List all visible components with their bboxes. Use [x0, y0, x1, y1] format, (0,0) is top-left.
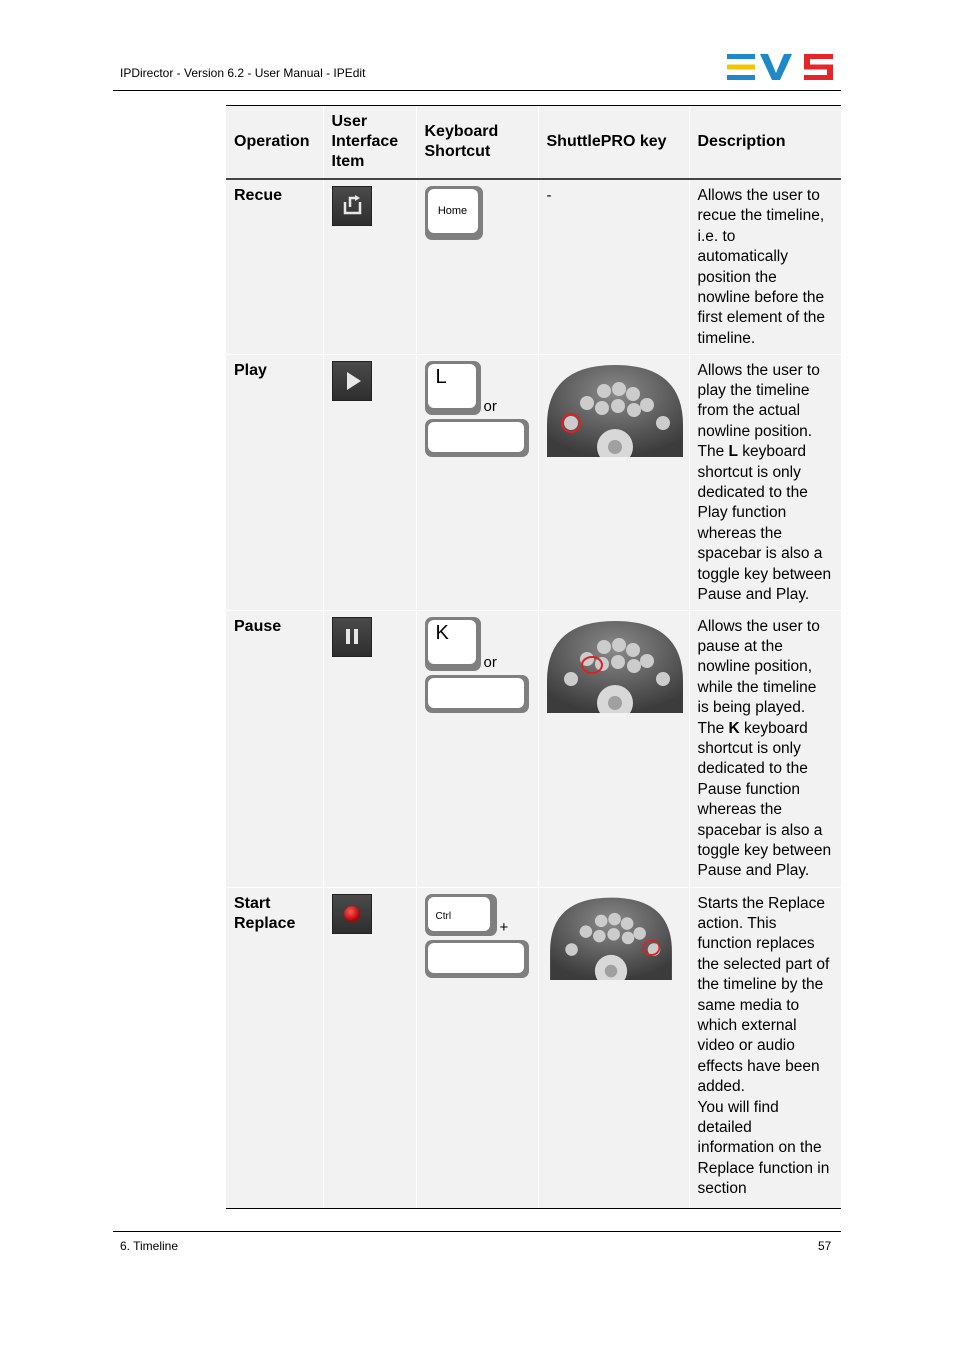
shuttlepro-cell: - [538, 179, 689, 354]
recue-icon[interactable] [332, 186, 372, 226]
operation-cell: Pause [226, 610, 323, 887]
operation-cell: Start Replace [226, 887, 323, 1208]
record-dot-icon[interactable] [332, 894, 372, 934]
table-row-start-replace [226, 887, 841, 1208]
table-row-recue [226, 179, 841, 354]
operation-cell: Recue [226, 179, 323, 354]
shuttlepro-cell [538, 354, 689, 610]
description-cell: Allows the user to play the timeline from the actual nowline position. The L keyboard shortcut is only dedicated to the Play function whereas the spacebar is also a toggle key between Pause and Play. [689, 354, 841, 610]
spacebar-key [425, 419, 529, 457]
keyboard-shortcut-cell [416, 610, 538, 887]
footer-page-number: 57 [818, 1239, 832, 1253]
shuttlepro-device-image [547, 894, 675, 980]
description-cell: Allows the user to pause at the nowline position, while the timeline is being played. The K keyboard shortcut is only dedicated to the Pause function whereas the spacebar is also a toggle key between Pause and Play. [689, 610, 841, 887]
footer-section: 6. Timeline [120, 1239, 179, 1253]
operation-cell: Play [226, 354, 323, 610]
header-rule [113, 90, 841, 91]
pause-icon[interactable] [332, 617, 372, 657]
footer-rule [113, 1231, 841, 1232]
page-header-title: IPDirector - Version 6.2 - User Manual - IPEdit [120, 66, 366, 80]
keyboard-shortcut-cell [416, 179, 538, 354]
ui-item-cell [323, 610, 416, 887]
k-key: K [425, 617, 481, 671]
shuttlepro-cell [538, 887, 689, 1208]
ui-item-cell [323, 354, 416, 610]
ctrl-key: Ctrl [425, 894, 497, 936]
table-row-play [226, 354, 841, 610]
table-row-pause [226, 610, 841, 887]
description-cell: Starts the Replace action. This function replaces the selected part of the timeline by the same media to which external video or audio effects have been added. You will find detailed information on the Replace function in section [689, 887, 841, 1208]
table-bottom-rule [226, 1208, 841, 1209]
evs-logo [726, 53, 834, 81]
header-operation: Operation [226, 106, 323, 179]
shortcuts-table [226, 105, 841, 1209]
shuttlepro-cell [538, 610, 689, 887]
spacebar-key [425, 940, 529, 978]
header-description: Description [689, 106, 841, 179]
ui-item-cell [323, 887, 416, 1208]
description-cell: Allows the user to recue the timeline, i.e. to automatically position the nowline before the first element of the timeline. [689, 179, 841, 354]
l-key: L [425, 361, 481, 415]
header-ui-item: User Interface Item [323, 106, 416, 179]
spacebar-key [425, 675, 529, 713]
table-header-row [226, 106, 841, 179]
key-joiner: or [483, 397, 497, 415]
header-shuttlepro-key: ShuttlePRO key [538, 106, 689, 179]
home-key: Home [425, 186, 483, 240]
keyboard-shortcut-cell [416, 354, 538, 610]
shuttlepro-device-image [547, 617, 683, 713]
header-keyboard-shortcut: Keyboard Shortcut [416, 106, 538, 179]
ui-item-cell [323, 179, 416, 354]
shuttlepro-device-image [547, 361, 683, 457]
key-joiner: + [499, 918, 509, 936]
key-joiner: or [483, 653, 497, 671]
keyboard-shortcut-cell [416, 887, 538, 1208]
play-icon[interactable] [332, 361, 372, 401]
